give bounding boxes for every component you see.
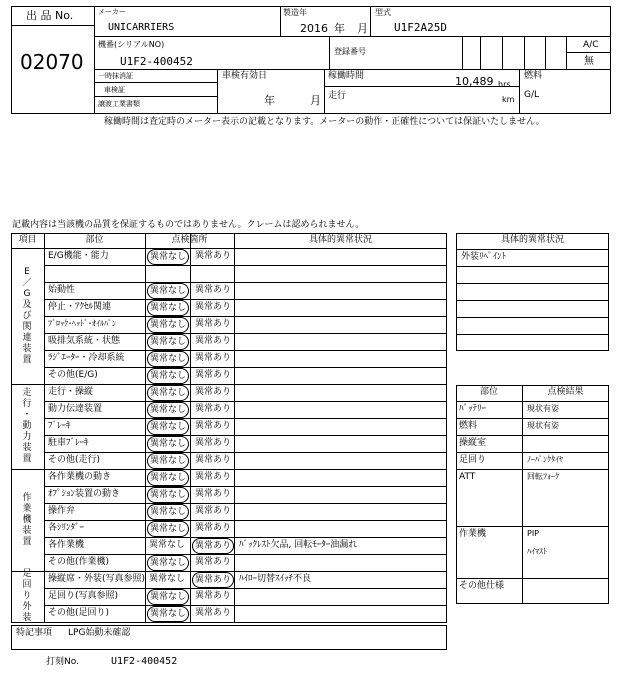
row-part: その他(作業機) bbox=[48, 557, 110, 567]
abnormal-option: 異常あり bbox=[195, 251, 232, 261]
group-char: 足 bbox=[22, 569, 32, 579]
inspection-month-unit: 月 bbox=[310, 94, 321, 107]
normal-circled: 異常なし bbox=[147, 487, 189, 503]
result-value: ﾉｰﾊﾟﾝｸﾀｲﾔ bbox=[527, 455, 563, 464]
group-char: 装 bbox=[22, 343, 32, 354]
normal-circled: 異常なし bbox=[147, 555, 189, 571]
serial-label: 機番(シリアルNO) bbox=[98, 40, 165, 49]
header-3: 具体的異常状況 bbox=[308, 235, 372, 245]
group-char: 業 bbox=[22, 503, 32, 514]
normal-circled: 異常なし bbox=[147, 470, 189, 486]
hours-value: 10,489 bbox=[455, 75, 494, 88]
abnormal-option: 異常あり bbox=[195, 608, 232, 618]
result-part: 足回り bbox=[459, 455, 487, 465]
row-detail: ﾊﾞｯｸﾚｽﾄ欠品, 回転ﾓｰﾀｰ油漏れ bbox=[239, 540, 358, 550]
row-detail: ﾊｲﾛｰ切替ｽｲｯﾁ不良 bbox=[239, 574, 312, 584]
lot-number: 02070 bbox=[20, 50, 84, 74]
abnormal-circled: 異常あり bbox=[192, 538, 234, 554]
abnormal-option: 異常あり bbox=[195, 404, 232, 414]
abnormal-circled: 異常あり bbox=[192, 572, 234, 588]
abnormal-option: 異常あり bbox=[195, 472, 232, 482]
group-char: ・ bbox=[22, 410, 32, 420]
row-part: その他(E/G) bbox=[48, 370, 98, 380]
row-part: ｵﾌﾟｼｮﾝ装置の動き bbox=[48, 489, 121, 499]
group-char: G bbox=[23, 288, 31, 299]
row-part: ﾗｼﾞｴｰﾀｰ・冷却系統 bbox=[48, 353, 125, 363]
group-label-1 bbox=[21, 388, 33, 465]
group-char: 関 bbox=[22, 321, 32, 332]
group-char: 連 bbox=[22, 332, 32, 343]
abnormal-option: 異常あり bbox=[195, 370, 232, 380]
ac-value: 無 bbox=[584, 56, 594, 67]
cert-vehicle-inspection: 車検証 bbox=[104, 86, 125, 94]
abnormal-option: 異常あり bbox=[195, 523, 232, 533]
group-char: 置 bbox=[22, 536, 32, 547]
normal-circled: 異常なし bbox=[147, 317, 189, 333]
normal-circled: 異常なし bbox=[147, 385, 189, 401]
group-char: 置 bbox=[22, 354, 32, 365]
row-part: 各ｼﾘﾝﾀﾞｰ bbox=[48, 523, 85, 533]
group-char: 外 bbox=[22, 602, 32, 612]
inspection-year-unit: 年 bbox=[264, 94, 275, 107]
result-value: ﾊｲﾏｽﾄ bbox=[527, 547, 547, 556]
normal-circled: 異常なし bbox=[147, 453, 189, 469]
normal-circled: 異常なし bbox=[147, 589, 189, 605]
group-char: 装 bbox=[22, 525, 32, 536]
model-label: 型式 bbox=[375, 8, 391, 17]
group-char: 力 bbox=[22, 432, 32, 442]
row-part: その他(走行) bbox=[48, 455, 101, 465]
fuel-value: G/L bbox=[524, 90, 540, 100]
normal-circled: 異常なし bbox=[147, 504, 189, 520]
result-part: ﾊﾞｯﾃﾘｰ bbox=[459, 404, 487, 414]
header-1: 部位 bbox=[85, 235, 104, 245]
abnormal-option: 異常あり bbox=[195, 285, 232, 295]
result-value: PIP bbox=[527, 529, 540, 538]
registration-label: 登録番号 bbox=[334, 47, 366, 56]
normal-circled: 異常なし bbox=[147, 436, 189, 452]
month-unit: 月 bbox=[357, 22, 368, 35]
normal-circled: 異常なし bbox=[147, 402, 189, 418]
result-part: その他仕様 bbox=[459, 581, 505, 591]
normal-circled: 異常なし bbox=[147, 521, 189, 537]
row-part: 操縦席・外装(写真参照) bbox=[48, 574, 146, 584]
stamp-value: U1F2-400452 bbox=[111, 656, 178, 667]
abnormal-option: 異常あり bbox=[195, 302, 232, 312]
header-0: 項目 bbox=[18, 235, 37, 245]
group-label-3 bbox=[21, 569, 33, 624]
result-header-result: 点検結果 bbox=[547, 387, 584, 397]
result-value: 回転ﾌｫｰｸ bbox=[527, 472, 559, 481]
row-part: その他(足回り) bbox=[48, 608, 110, 618]
abnormal-option: 異常あり bbox=[195, 387, 232, 397]
normal-circled: 異常なし bbox=[147, 368, 189, 384]
row-part: ﾌﾞﾛｯｸ･ﾍｯﾄﾞ･ｵｲﾙﾊﾟﾝ bbox=[48, 319, 116, 328]
row-part: 各作業機の動き bbox=[48, 472, 112, 482]
travel-label: 走行 bbox=[328, 91, 347, 101]
normal-circled: 異常なし bbox=[147, 283, 189, 299]
group-char: 置 bbox=[22, 454, 32, 464]
maker-label: メーカー bbox=[98, 8, 126, 16]
abnormal-option: 異常あり bbox=[195, 506, 232, 516]
fuel-label: 燃料 bbox=[524, 71, 543, 81]
row-part: 停止・ｱｸｾﾙ関連 bbox=[48, 302, 112, 312]
abnormal-option: 異常あり bbox=[195, 336, 232, 346]
km-unit: km bbox=[502, 95, 515, 104]
year-value: 2016 bbox=[300, 22, 328, 35]
header-2: 点検箇所 bbox=[171, 235, 208, 245]
row-part: ﾌﾞﾚｰｷ bbox=[48, 421, 71, 431]
result-part: 操縦室 bbox=[459, 438, 487, 448]
row-part: 吸排気系統・状態 bbox=[48, 336, 121, 346]
group-label-0 bbox=[21, 267, 33, 366]
result-part: 作業機 bbox=[459, 529, 487, 539]
model-value: U1F2A25D bbox=[394, 21, 447, 34]
stamp-label: 打刻No. bbox=[46, 657, 79, 667]
group-char: 回 bbox=[22, 580, 32, 590]
detail-header: 具体的異常状況 bbox=[500, 235, 564, 245]
row-part: 動力伝達装置 bbox=[48, 404, 103, 414]
group-char: 作 bbox=[22, 492, 32, 503]
group-label-2 bbox=[21, 493, 33, 548]
normal-circled: 異常なし bbox=[147, 300, 189, 316]
group-char: 走 bbox=[22, 388, 32, 398]
group-char: 装 bbox=[22, 613, 32, 623]
normal-circled: 異常なし bbox=[147, 419, 189, 435]
abnormal-option: 異常あり bbox=[195, 319, 232, 329]
group-char: 行 bbox=[22, 399, 32, 409]
abnormal-option: 異常あり bbox=[195, 438, 232, 448]
group-char: び bbox=[22, 310, 32, 321]
remarks-label: 特記事項 bbox=[16, 628, 53, 638]
abnormal-option: 異常あり bbox=[195, 489, 232, 499]
group-char: り bbox=[22, 591, 32, 601]
abnormal-option: 異常あり bbox=[195, 591, 232, 601]
result-part: ATT bbox=[459, 472, 476, 482]
normal-option: 異常なし bbox=[149, 540, 186, 550]
group-char: 装 bbox=[22, 443, 32, 453]
cert-temp-deregistration: 一時抹消証 bbox=[98, 72, 133, 80]
year-unit: 年 bbox=[334, 22, 345, 35]
hours-note: 稼働時間は査定時のメーター表示の記載となります。メーターの動作・正確性については保証いたしません。 bbox=[104, 117, 545, 127]
result-value: 現状有姿 bbox=[527, 404, 559, 413]
row-part: E/G機能・能力 bbox=[48, 251, 109, 261]
abnormal-option: 異常あり bbox=[195, 421, 232, 431]
group-char: ／ bbox=[22, 277, 32, 288]
abnormal-option: 異常あり bbox=[195, 455, 232, 465]
cert-transfer-docs: 譲渡工業書類 bbox=[98, 100, 140, 108]
normal-option: 異常なし bbox=[149, 574, 186, 584]
hours-label: 稼働時間 bbox=[328, 71, 365, 81]
disclaimer: 記載内容は当該機の品質を保証するものではありません。クレームは認められません。 bbox=[12, 220, 365, 230]
row-part: 足回り(写真参照) bbox=[48, 591, 119, 601]
inspection-label: 車検有効日 bbox=[222, 71, 268, 81]
maker-value: UNICARRIERS bbox=[108, 22, 175, 33]
detail-row: 外装ﾘﾍﾟｲﾝﾄ bbox=[461, 252, 507, 262]
abnormal-option: 異常あり bbox=[195, 557, 232, 567]
result-value: 現状有姿 bbox=[527, 421, 559, 430]
serial-value: U1F2-400452 bbox=[120, 55, 193, 68]
row-part: 走行・操縦 bbox=[48, 387, 94, 397]
group-char: E bbox=[24, 266, 30, 277]
result-part: 燃料 bbox=[459, 421, 478, 431]
normal-circled: 異常なし bbox=[147, 249, 189, 265]
hours-unit: hrs bbox=[498, 80, 511, 89]
group-char: 機 bbox=[22, 514, 32, 525]
abnormal-option: 異常あり bbox=[195, 353, 232, 363]
group-char: 及 bbox=[22, 299, 32, 310]
remarks-value: LPG始動未確認 bbox=[68, 628, 131, 638]
ac-label: A/C bbox=[583, 40, 599, 50]
lot-no-label: 出 品 No. bbox=[26, 9, 74, 22]
result-header-part: 部位 bbox=[479, 387, 498, 397]
row-part: 駐車ﾌﾞﾚｰｷ bbox=[48, 438, 89, 448]
row-part: 始動性 bbox=[48, 285, 76, 295]
year-label: 製造年 bbox=[283, 8, 307, 17]
normal-circled: 異常なし bbox=[147, 606, 189, 622]
group-char: 動 bbox=[22, 421, 32, 431]
row-part: 各作業機 bbox=[48, 540, 85, 550]
normal-circled: 異常なし bbox=[147, 334, 189, 350]
normal-circled: 異常なし bbox=[147, 351, 189, 367]
row-part: 操作弁 bbox=[48, 506, 76, 516]
